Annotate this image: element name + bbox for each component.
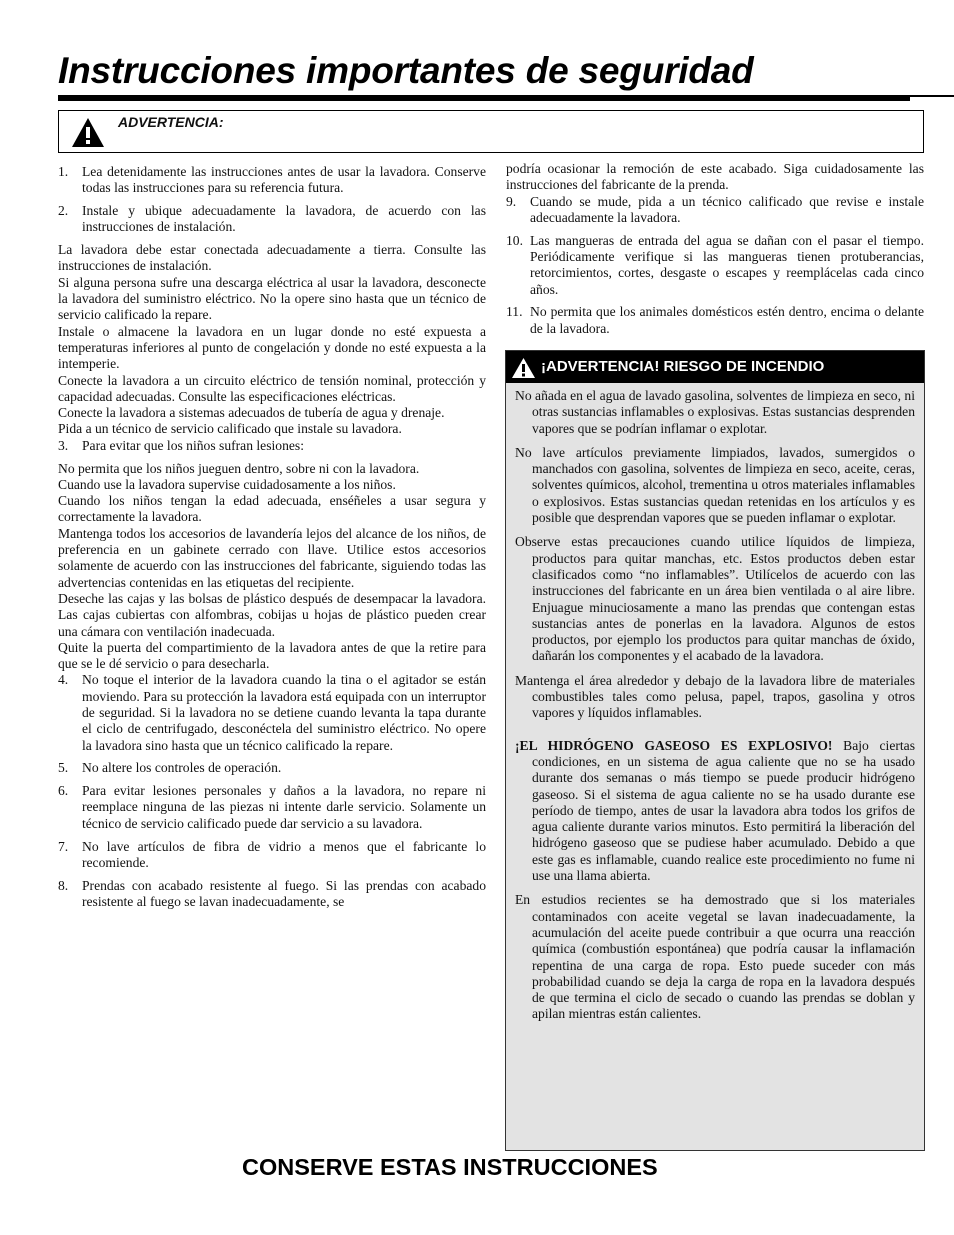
item-number: 7. (58, 838, 69, 854)
fire-warning-body (515, 388, 915, 1031)
footer-banner: CONSERVE ESTAS INSTRUCCIONES (242, 1154, 658, 1180)
list-item (58, 783, 486, 832)
sub-paragraph: No permita que los niños jueguen dentro, sobre ni con la lavadora. (58, 460, 420, 476)
sub-paragraph: Cuando los niños tengan la edad adecuada, enséñeles a usar segura y correctamente la lavadora. (58, 493, 486, 525)
item-number: 1. (58, 164, 69, 179)
sub-paragraph: Cuando use la lavadora supervise cuidadosamente a los niños. (58, 476, 396, 492)
item-number: 11. (506, 304, 523, 320)
warning-box (58, 110, 924, 153)
sub-paragraph: Deseche las cajas y las bolsas de plástico después de desempacar la lavadora. Las cajas cubiertas con alfombras, cobijas u hojas de plástico pueden crear una cámara con ventilación inadecuada. (58, 590, 486, 639)
hydrogen-text: Bajo ciertas condiciones, en un sistema de agua caliente que no se ha usado durante dos semanas o más tiempo se puede producir hidrógeno gaseoso. Si el sistema de agua caliente no se ha usado durante ese período de tiempo, antes de usar la lavadora abra todos los grifos de agua caliente durante varios minutos. Esto permitirá la liberación del hidrógeno gaseoso que se pudiese haber acumulado. Debido a que este gas es inflamable, cuando realice este procedimiento no fume ni use una llama abierta. (532, 737, 915, 884)
item-text: Instale y ubique adecuadamente la lavadora, de acuerdo con las instrucciones de instalación. (82, 203, 486, 235)
list-item (58, 878, 486, 911)
item-text: Lea detenidamente las instrucciones antes de usar la lavadora. Conserve todas las instrucciones para su referencia futura. (82, 164, 486, 196)
sub-paragraph: Mantenga todos los accesorios de lavandería lejos del alcance de los niños, de preferencia en un gabinete cerrado con llave. Utilice estos accesorios solamente de acuerdo con las instrucciones del fabricante, siguiendo todas las advertencias contenidas en las etiquetas del recipiente. (58, 525, 486, 590)
sub-paragraph: Conecte la lavadora a un circuito eléctrico de tensión nominal, protección y capacidad adecuadas. Consulte las especificaciones eléctricas. (58, 372, 486, 404)
item-number: 2. (58, 203, 69, 219)
item-text: No altere los controles de operación. (82, 760, 282, 776)
sub-paragraph: Pida a un técnico de servicio calificado que instale su lavadora. (58, 421, 402, 437)
item-number: 10. (506, 232, 523, 248)
list-item (506, 304, 924, 337)
fire-paragraph: En estudios recientes se ha demostrado que si los materiales contaminados con aceite vegetal se lavan inadecuadamente, la acumulación del aceite puede contribuir a que ocurra una reacción química (combustión espontánea) que podría causar la inflamación repentina de una carga de ropa. Esto puede suceder con más probabilidad cuando se deja la carga de ropa en la lavadora después de que termina el ciclo de secado o cuando las prendas se doblan y apilan mientras están calientes. (515, 892, 915, 1022)
fire-warning-box (505, 350, 925, 1151)
list-item (58, 760, 486, 776)
warning-label: ADVERTENCIA: (118, 114, 224, 130)
fire-paragraph: Observe estas precauciones cuando utilice líquidos de limpieza, productos para quitar manchas, etc. Estos productos deben estar clasificados como “no inflamables”. Utilícelos de acuerdo con las instrucciones del fabricante en un área bien ventilada o al aire libre. Enjuague minuciosamente a mano las prendas que contengan estas sustancias antes de ponerlas en la lavadora. Algunos de estos productos, por ejemplo los productos para quitar manchas de óxido, dañarán los componentes y el acabado de la lavadora. (515, 534, 915, 664)
page-title: Instrucciones importantes de seguridad (58, 50, 754, 91)
sub-paragraph: Si alguna persona sufre una descarga eléctrica al usar la lavadora, desconecte la lavadora del suministro eléctrico. No la opere sino hasta que un técnico de servicio calificado la repare. (58, 274, 486, 323)
item-number: 3. (58, 437, 69, 453)
list-item-continuation: podría ocasionar la remoción de este acabado. Siga cuidadosamente las instrucciones del fabricante de la prenda. (506, 161, 924, 193)
fire-paragraph: Mantenga el área alrededor y debajo de la lavadora libre de materiales combustibles tales como pelusa, papel, trapos, gasolina y otros vapores y líquidos inflamables. (515, 672, 915, 721)
item-text: Las mangueras de entrada del agua se dañan con el pasar el tiempo. Periódicamente verifique si las mangueras tienen protuberancias, retorcimientos, cortes, desgaste o escapes y reemplácelas cada cinco años. (530, 232, 924, 297)
item-text: No permita que los animales domésticos estén dentro, encima o delante de la lavadora. (530, 304, 924, 336)
list-item (58, 839, 486, 872)
item-number: 9. (506, 193, 517, 209)
hydrogen-heading: ¡EL HIDRÓGENO GASEOSO ES EXPLOSIVO! (515, 737, 833, 753)
item-text: No lave artículos de fibra de vidrio a menos que el fabricante lo recomiende. (82, 838, 486, 870)
sub-paragraph: Instale o almacene la lavadora en un lugar donde no esté expuesta a temperaturas inferiores al punto de congelación y donde no esté expuesta a la intemperie. (58, 323, 486, 372)
item-number: 8. (58, 877, 69, 893)
item-number: 5. (58, 760, 69, 776)
list-item (58, 438, 486, 454)
item-text: Prendas con acabado resistente al fuego. Si las prendas con acabado resistente al fuego se lavan inadecuadamente, se (82, 877, 486, 909)
title-rule-tail (908, 95, 954, 97)
sub-paragraph: La lavadora debe estar conectada adecuadamente a tierra. Consulte las instrucciones de instalación. (58, 242, 486, 274)
item-text: Para evitar lesiones personales y daños a la lavadora, no repare ni reemplace ninguna de las piezas ni intente darle servicio. Solamente un técnico de servicio calificado puede dar servicio a su lavadora. (82, 783, 486, 831)
list-item (506, 194, 924, 227)
fire-paragraph: No lave artículos previamente limpiados, lavados, sumergidos o manchados con gasolina, solventes de limpieza en seco, aceite, ceras, solventes químicos, alcohol, trementina u otros materiales inflamables o explosivos. Estas sustancias quedan retenidas en los artículos y es posible que desprendan vapores que se pueden inflamar o explotar. (515, 444, 915, 526)
warning-triangle-icon (511, 357, 536, 379)
left-column (58, 164, 486, 917)
item-number: 6. (58, 783, 69, 799)
sub-paragraph: Conecte la lavadora a sistemas adecuados de tubería de agua y drenaje. (58, 405, 445, 421)
fire-warning-title: ¡ADVERTENCIA! RIESGO DE INCENDIO (541, 358, 825, 375)
list-item (58, 203, 486, 236)
fire-warning-header (506, 351, 924, 383)
list-item (58, 672, 486, 753)
fire-paragraph: No añada en el agua de lavado gasolina, solventes de limpieza en seco, ni otras sustancias inflamables o explosivas. Estas sustancias desprenden vapores que se podrían inflamar o explotar. (515, 388, 915, 436)
sub-paragraph: Quite la puerta del compartimiento de la lavadora antes de que la retire para que se le dé servicio o para desecharla. (58, 639, 486, 672)
title-rule (58, 95, 910, 101)
item-number: 4. (58, 672, 69, 688)
list-item (58, 164, 486, 197)
right-column (506, 161, 924, 343)
warning-triangle-icon (71, 117, 105, 148)
item-text: No toque el interior de la lavadora cuando la tina o el agitador se están moviendo. Para su protección la lavadora está equipada con un interruptor de seguridad. Si la lavadora no se detiene cuando levanta la tapa durante el ciclo de centrifugado, desconéctela del suministro eléctrico. No opere la lavadora sino hasta que un técnico calificado la repare. (82, 672, 486, 753)
list-item (506, 233, 924, 298)
item-text: Para evitar que los niños sufran lesiones: (82, 437, 304, 453)
hydrogen-paragraph (515, 738, 915, 885)
item-text: Cuando se mude, pida a un técnico calificado que revise e instale adecuadamente la lavadora. (530, 193, 924, 225)
